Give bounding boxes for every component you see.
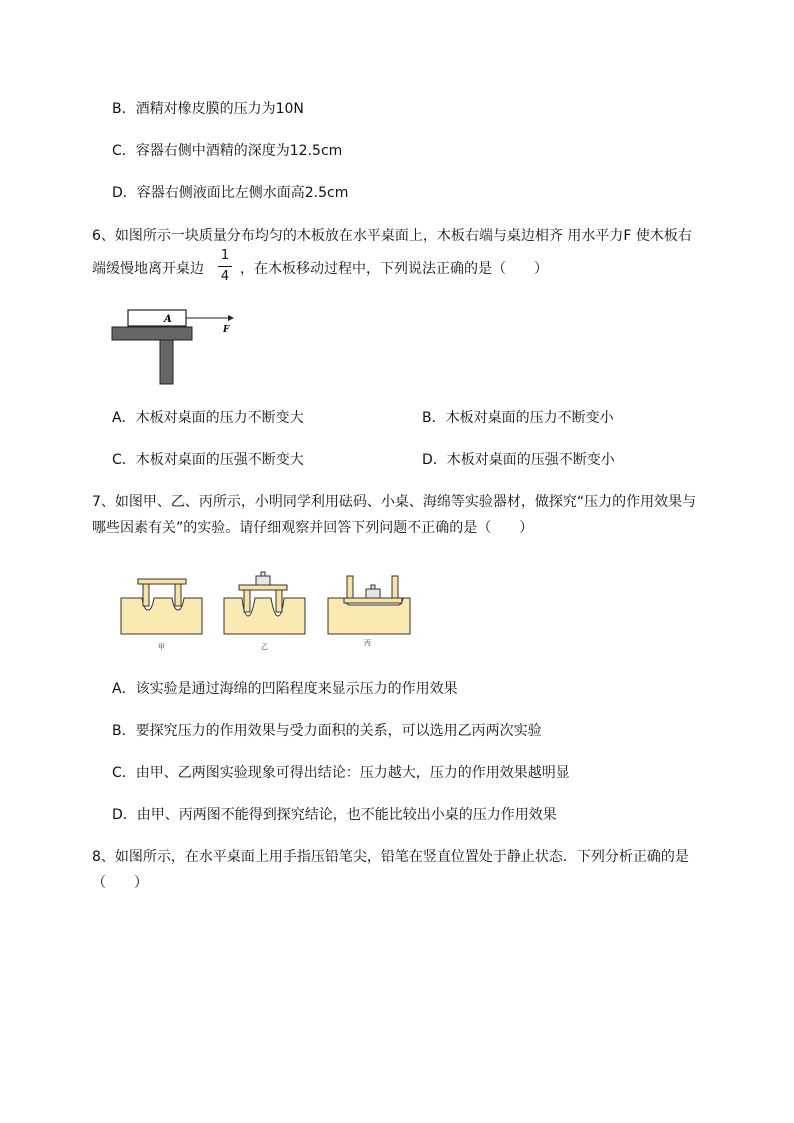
q6-fraction-bar	[218, 266, 232, 267]
q6-fraction	[218, 248, 232, 285]
table-leg-right-bing	[392, 576, 398, 598]
wooden-board	[128, 310, 186, 326]
caption-jia: 甲	[158, 643, 165, 651]
table-top-jia	[138, 579, 186, 584]
weight-knob-yi	[261, 572, 265, 576]
q6-stem-line1: 6、如图所示一块质量分布均匀的木板放在水平桌面上，木板右端与桌边相齐 用水平力F 使木板右	[92, 228, 692, 244]
q7-stem-line2: 哪些因素有关”的实验。请仔细观察并回答下列问题不正确的是（ ）	[92, 520, 534, 536]
q8-stem-line2: （ ）	[92, 875, 148, 891]
force-label: F	[223, 325, 230, 335]
q6-option-d: D．木板对桌面的压强不断变小	[422, 452, 615, 468]
weight-yi	[256, 576, 270, 585]
q5-option-d: D．容器右侧液面比左侧水面高2.5cm	[112, 185, 349, 201]
q7-option-c: C．由甲、乙两图实验现象可得出结论：压力越大，压力的作用效果越明显	[112, 765, 570, 781]
table-leg	[160, 340, 173, 384]
weight-bing	[366, 589, 380, 598]
experiment-yi	[224, 572, 305, 651]
table-leg-left-yi	[244, 590, 250, 612]
q8-stem-line1: 8、如图所示，在水平桌面上用手指压铅笔尖，铅笔在竖直位置处于静止状态．下列分析正确的是	[92, 849, 689, 865]
q6-fraction-numerator: 1	[220, 248, 230, 263]
q5-option-b: B．酒精对橡皮膜的压力为10N	[112, 101, 304, 117]
table-leg-right-jia	[175, 584, 181, 606]
q6-figure-board-on-table	[110, 305, 250, 387]
sponge-jia	[121, 598, 202, 634]
q7-option-d: D．由甲、丙两图不能得到探究结论，也不能比较出小桌的压力作用效果	[112, 807, 557, 823]
q6-option-c: C．木板对桌面的压强不断变大	[112, 452, 304, 468]
q7-option-b: B．要探究压力的作用效果与受力面积的关系，可以选用乙丙两次实验	[112, 723, 542, 739]
table-top	[112, 327, 192, 340]
q6-fraction-denominator: 4	[220, 269, 230, 284]
force-arrowhead	[228, 315, 234, 321]
table-leg-left-bing	[347, 576, 353, 598]
weight-knob-bing	[371, 585, 375, 589]
table-top-bing	[344, 598, 402, 603]
q7-option-a: A．该实验是通过海绵的凹陷程度来显示压力的作用效果	[112, 681, 458, 697]
table-leg-left-jia	[143, 584, 149, 606]
q5-option-c: C．容器右侧中酒精的深度为12.5cm	[112, 143, 343, 159]
q7-figure-sponge-experiments	[118, 568, 418, 653]
table-top-yi	[239, 585, 287, 590]
experiment-bing	[328, 576, 410, 647]
board-label: A	[164, 314, 172, 325]
caption-bing: 丙	[364, 639, 371, 647]
table-leg-right-yi	[276, 590, 282, 612]
caption-yi: 乙	[261, 643, 268, 651]
experiment-jia	[121, 579, 202, 651]
sponge-yi	[224, 598, 305, 634]
q7-stem-line1: 7、如图甲、乙、丙所示，小明同学利用砝码、小桌、海绵等实验器材，做探究“压力的作用效果与	[92, 494, 697, 510]
q6-option-b: B．木板对桌面的压力不断变小	[422, 410, 614, 426]
q6-stem-line2-after: ，在木板移动过程中，下列说法正确的是（ ）	[240, 261, 548, 277]
q6-stem-line2-before: 端缓慢地离开桌边	[92, 261, 204, 277]
q6-option-a: A．木板对桌面的压力不断变大	[112, 410, 304, 426]
